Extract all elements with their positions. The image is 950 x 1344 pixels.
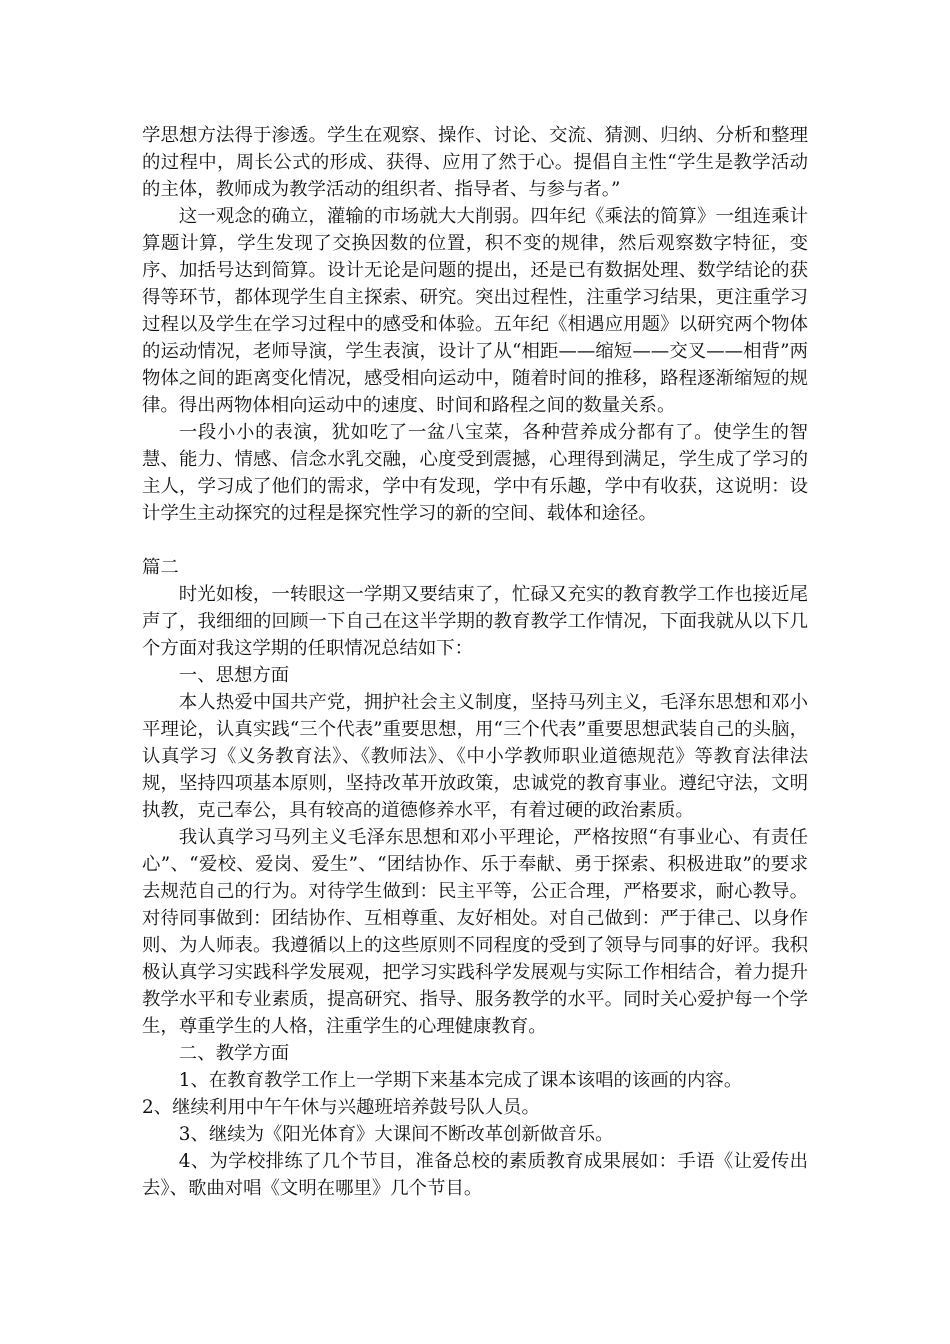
paragraph: 学思想方法得于渗透。学生在观察、操作、讨论、交流、猜测、归纳、分析和整理的过程中，周长公式的形成、获得、应用了然于心。提倡自主性“学生是教学活动的主体，教师成为教学活动的组织者、指导者、与参与者。” (142, 125, 808, 200)
list-item: 4、为学校排练了几个节目，准备总校的素质教育成果展如：手语《让爱传出去》、歌曲对唱《文明在哪里》几个节目。 (142, 1151, 808, 1199)
paragraph: 这一观念的确立，灌输的市场就大大削弱。四年纪《乘法的简算》一组连乘计算题计算，学生发现了交换因数的位置，积不变的规律，然后观察数字特征，变序、加括号达到简算。设计无论是问题的提出，还是已有数据处理、数学结论的获得等环节，都体现学生自主探索、研究。突出过程性，注重学习结果，更注重学习过程以及学生在学习过程中的感受和体验。五年纪《相遇应用题》以研究两个物体的运动情况，老师导演，学生表演，设计了从“相距——缩短——交叉——相背”两物体之间的距离变化情况，感受相向运动中，随着时间的推移，路程逐渐缩短的规律。得出两物体相向运动中的速度、时间和路程之间的数量关系。 (142, 206, 808, 416)
list-item: 1、在教育教学工作上一学期下来基本完成了课本该唱的该画的内容。 (178, 1070, 743, 1091)
document-body (142, 122, 808, 1202)
subsection-heading: 二、教学方面 (178, 1043, 290, 1064)
subsection-heading: 一、思想方面 (178, 665, 290, 686)
paragraph: 本人热爱中国共产党，拥护社会主义制度，坚持马列主义，毛泽东思想和邓小平理论，认真实践“三个代表”重要思想，用“三个代表”重要思想武装自己的头脑，认真学习《义务教育法》、《教师法》、《中小学教师职业道德规范》等教育法律法规，坚持四项基本原则，坚持改革开放政策，忠诚党的教育事业。遵纪守法，文明执教，克己奉公，具有较高的道德修养水平，有着过硬的政治素质。 (142, 692, 808, 821)
section-heading: 篇二 (142, 557, 179, 578)
paragraph: 一段小小的表演，犹如吃了一盆八宝菜，各种营养成分都有了。使学生的智慧、能力、情感、信念水乳交融，心度受到震撼，心理得到满足，学生成了学习的主人，学习成了他们的需求，学中有发现，学中有乐趣，学中有收获，这说明：设计学生主动探究的过程是探究性学习的新的空间、载体和途径。 (142, 422, 808, 524)
paragraph: 时光如梭，一转眼这一学期又要结束了，忙碌又充实的教育教学工作也接近尾声了，我细细的回顾一下自己在这半学期的教育教学工作情况，下面我就从以下几个方面对我这学期的任职情况总结如下： (142, 584, 808, 659)
paragraph: 我认真学习马列主义毛泽东思想和邓小平理论，严格按照“有事业心、有责任心”、“爱校、爱岗、爱生”、“团结协作、乐于奉献、勇于探索、积极进取”的要求去规范自己的行为。对待学生做到：民主平等，公正合理，严格要求，耐心教导。对待同事做到：团结协作、互相尊重、友好相处。对自己做到：严于律己、以身作则、为人师表。我遵循以上的这些原则不同程度的受到了领导与同事的好评。我积极认真学习实践科学发展观，把学习实践科学发展观与实际工作相结合，着力提升教学水平和专业素质，提高研究、指导、服务教学的水平。同时关心爱护每一个学生，尊重学生的人格，注重学生的心理健康教育。 (142, 827, 808, 1037)
list-item: 3、继续为《阳光体育》大课间不断改革创新做音乐。 (178, 1124, 614, 1145)
list-item: 2、继续利用中午午休与兴趣班培养鼓号队人员。 (142, 1097, 540, 1118)
blank-line (142, 527, 808, 554)
